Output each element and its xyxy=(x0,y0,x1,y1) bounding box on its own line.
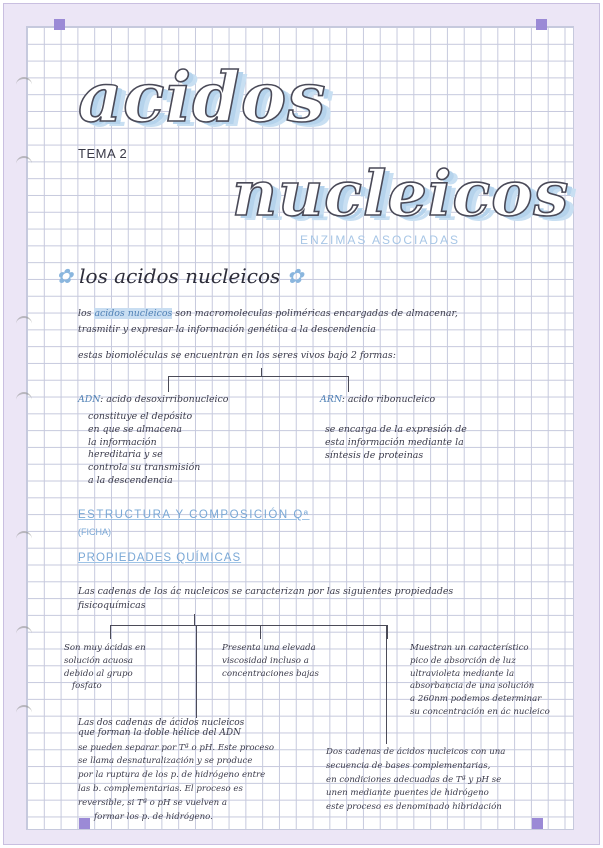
property-acidity xyxy=(64,640,146,695)
intro-line3: estas biomoléculas se encuentran en los seres vivos bajo 2 formas: xyxy=(78,350,396,361)
denaturation-paragraph xyxy=(78,715,274,825)
property-line: fosfato xyxy=(72,681,102,692)
propiedades-line1: Las cadenas de los ác nucleicos se caracterizan por las siguientes propiedades xyxy=(78,586,454,597)
paragraph-line: Las dos cadenas de ácidos nucleicos xyxy=(78,718,245,728)
property-line: solución acuosa xyxy=(64,655,134,666)
property-line: viscosidad incluso a xyxy=(222,655,309,666)
section-heading xyxy=(56,264,303,288)
property-line: Son muy ácidas en xyxy=(64,643,146,653)
paragraph-line: secuencia de bases complementarias, xyxy=(326,760,491,771)
estructura-note: (FICHA) xyxy=(78,527,111,537)
adn-desc: : acido desoxirribonucleico xyxy=(100,394,229,405)
branch-connector xyxy=(168,376,169,392)
intro-rest: son macromoleculas poliméricas encargadas de almacenar, xyxy=(175,308,458,319)
corner-mark-top-right xyxy=(536,19,547,30)
branch-connector xyxy=(168,376,348,377)
tema-label: TEMA 2 xyxy=(78,146,128,161)
adn-line: controla su transmisión xyxy=(88,462,201,474)
propiedades-line2: fisicoquímicas xyxy=(78,600,146,611)
corner-mark-top-left xyxy=(54,19,65,30)
paragraph-line: reversible, si Tª o pH se vuelven a xyxy=(78,797,228,808)
intro-prefix: los xyxy=(78,308,92,319)
adn-line: en que se almacena xyxy=(88,423,182,435)
property-line: pico de absorción de luz xyxy=(410,655,516,666)
arn-line: esta información mediante la xyxy=(325,436,464,448)
tree-connector xyxy=(386,626,387,744)
property-uv-absorption xyxy=(410,640,550,721)
paragraph-line: unen mediante puentes de hidrógeno xyxy=(326,788,489,799)
corner-mark-bottom-right xyxy=(532,818,543,829)
adn-line: hereditaria y se xyxy=(88,449,163,461)
arn-line: se encarga de la expresión de xyxy=(325,424,467,435)
estructura-heading xyxy=(78,509,310,521)
section-title: los acidos nucleicos xyxy=(79,264,281,288)
paragraph-line: formar los p. de hidrógeno. xyxy=(94,811,213,822)
adn-label: ADN xyxy=(78,394,101,405)
property-line: a 260nm podemos determinar xyxy=(410,694,542,705)
heading-decoration-icon: ✿ xyxy=(56,264,73,288)
intro-line1 xyxy=(78,306,458,323)
paragraph-line: este proceso es denominado hibridación xyxy=(326,802,502,813)
paragraph-line: por la ruptura de los p. de hidrógeno entre xyxy=(78,770,266,781)
arn-label: ARN xyxy=(320,394,342,405)
estructura-title: ESTRUCTURA Y COMPOSICIÓN Qª xyxy=(78,509,310,521)
property-line: absorbancia de una solución xyxy=(410,681,535,692)
paragraph-line: en condiciones adecuadas de Tª y pH se xyxy=(326,774,502,785)
tree-connector xyxy=(260,625,261,639)
intro-highlight: acidos nucleicos xyxy=(94,308,173,319)
paragraph-line: las b. complementarias. El proceso es xyxy=(78,783,243,794)
title-line1: acidos xyxy=(78,58,327,138)
property-line: Muestran un característico xyxy=(410,643,529,653)
tree-connector xyxy=(196,626,197,718)
paragraph-line: Dos cadenas de ácidos nucleicos con una xyxy=(326,747,506,757)
arn-heading xyxy=(320,392,435,409)
tree-connector xyxy=(110,625,111,639)
adn-line: a la descendencia xyxy=(88,474,173,486)
heading-decoration-icon: ✿ xyxy=(286,264,304,288)
propiedades-heading xyxy=(78,552,241,564)
branch-connector xyxy=(261,368,262,376)
adn-line: constituye el depósito xyxy=(88,411,193,422)
hybridization-paragraph xyxy=(326,744,505,816)
property-line: su concentración en ác nucleico xyxy=(410,706,550,717)
property-line: ultravioleta mediante la xyxy=(410,668,515,679)
adn-line: la información xyxy=(88,436,157,448)
title-line2: nucleicos xyxy=(232,157,570,230)
intro-line2: trasmitir y expresar la información genética a la descendencia xyxy=(78,324,376,335)
property-line: concentraciones bajas xyxy=(222,668,319,679)
arn-list xyxy=(325,422,467,464)
adn-heading xyxy=(78,392,228,409)
property-viscosity xyxy=(222,640,319,682)
property-line: Presenta una elevada xyxy=(222,643,316,653)
adn-list xyxy=(88,409,200,490)
subtitle: ENZIMAS ASOCIADAS xyxy=(300,233,461,247)
arn-desc: : acido ribonucleico xyxy=(341,394,436,405)
paragraph-line: se pueden separar por Tª o pH. Este proceso xyxy=(78,742,275,753)
branch-connector xyxy=(348,376,349,392)
arn-line: síntesis de proteinas xyxy=(325,449,424,461)
tree-connector xyxy=(387,625,388,639)
propiedades-title: PROPIEDADES QUÍMICAS xyxy=(78,552,242,564)
paragraph-line: se llama desnaturalización y se produce xyxy=(78,756,253,767)
paragraph-line: que forman la doble hélice del ADN xyxy=(78,727,241,738)
tree-connector xyxy=(110,625,387,626)
property-line: debido al grupo xyxy=(64,668,133,679)
